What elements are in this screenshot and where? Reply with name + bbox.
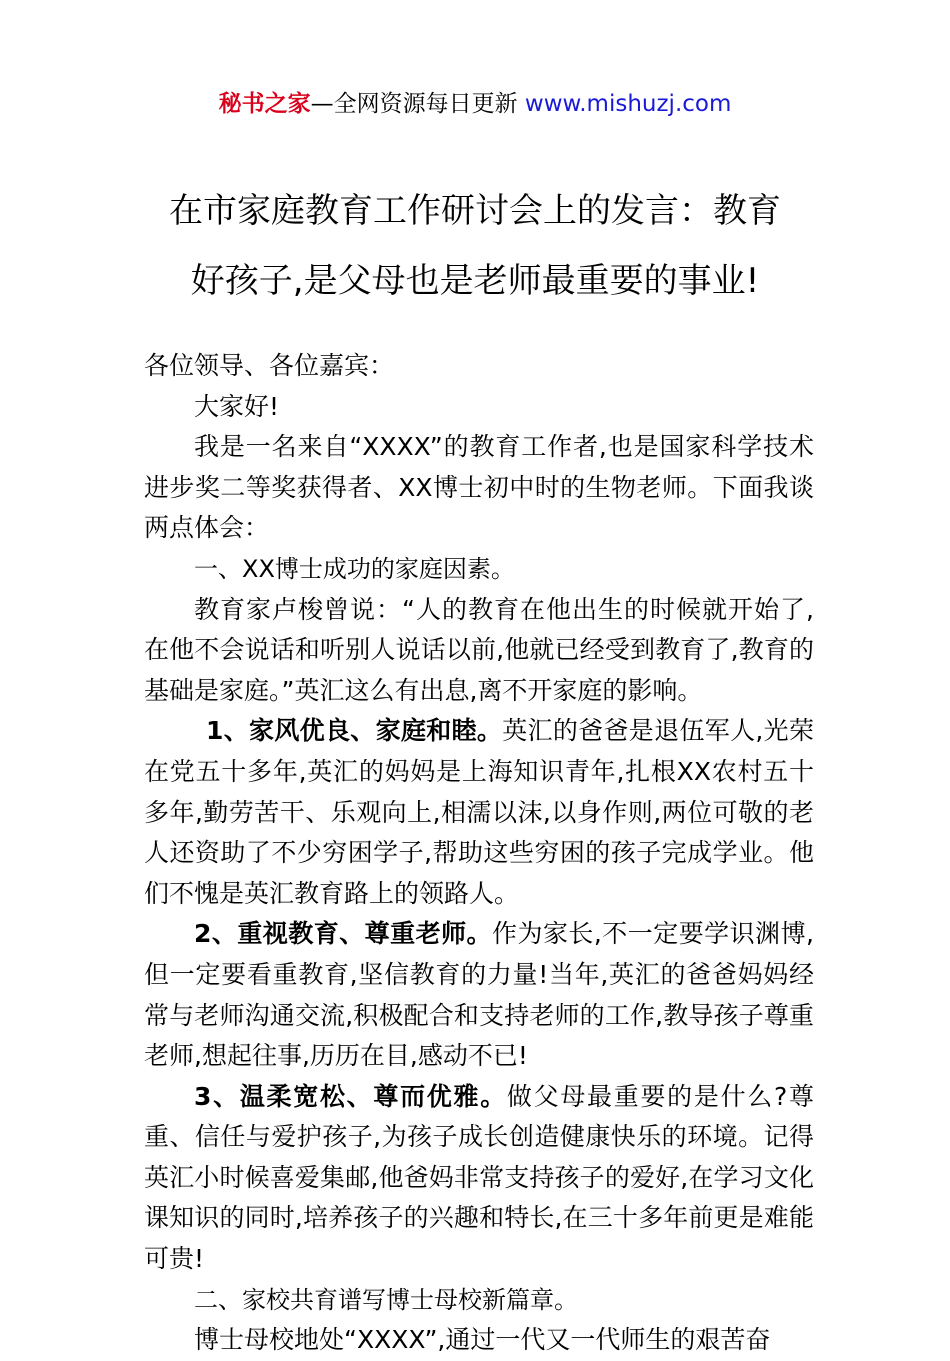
title-line-1: 在市家庭教育工作研讨会上的发言：教育 <box>169 191 781 231</box>
point-2-text: 作为家长,不一定要学识渊博,但一定要看重教育,坚信教育的力量!当年,英汇的爸爸妈妈经常与老师沟通交流,积极配合和支持老师的工作,教导孩子尊重老师,想起往事,历历在目,感动不已! <box>144 919 814 1071</box>
point-3-text: 做父母最重要的是什么?尊重、信任与爱护孩子,为孩子成长创造健康快乐的环境。记得英汇小时候喜爱集邮,他爸妈非常支持孩子的爱好,在学习文化课知识的同时,培养孩子的兴趣和特长,在三十多年前更是难能可贵! <box>144 1081 814 1274</box>
brand-name: 秘书之家 <box>218 91 311 117</box>
point-2-paragraph <box>144 914 814 1076</box>
header-slogan: 全网资源每日更新 <box>333 91 525 117</box>
intro-paragraph: 我是一名来自“XXXX”的教育工作者,也是国家科学技术进步奖二等奖获得者、XX博士初中时的生物老师。下面我谈两点体会： <box>144 432 814 543</box>
point-3-paragraph <box>144 1077 814 1280</box>
point-2-title: 2、重视教育、尊重老师。 <box>194 919 493 949</box>
section-heading-1: 一、XX博士成功的家庭因素。 <box>194 554 515 583</box>
site-url-link[interactable]: www.mishuzj.com <box>524 91 732 117</box>
greeting: 大家好! <box>194 391 280 421</box>
point-1-paragraph <box>144 711 814 914</box>
title-line-2: 好孩子,是父母也是老师最重要的事业! <box>190 261 760 301</box>
document-title <box>120 176 830 316</box>
point-3-title: 3、温柔宽松、尊而优雅。 <box>194 1081 507 1111</box>
quote-paragraph: 教育家卢梭曾说：“人的教育在他出生的时候就开始了,在他不会说话和听别人说话以前,他就已经受到教育了,教育的基础是家庭。”英汇这么有出息,离不开家庭的影响。 <box>144 594 814 705</box>
document-body <box>144 346 814 1361</box>
header-separator: — <box>310 91 334 117</box>
site-header <box>0 86 950 122</box>
salutation: 各位领导、各位嘉宾： <box>144 351 395 380</box>
point-1-title: 1、家风优良、家庭和睦。 <box>206 716 503 746</box>
section-heading-2: 二、家校共育谱写博士母校新篇章。 <box>194 1285 578 1314</box>
point-1-text: 英汇的爸爸是退伍军人,光荣在党五十多年,英汇的妈妈是上海知识青年,扎根XX农村五十多年,勤劳苦干、乐观向上,相濡以沫,以身作则,两位可敬的老人还资助了不少穷困学子,帮助这些穷困的孩子完成学业。他们不愧是英汇教育路上的领路人。 <box>144 716 814 908</box>
closing-paragraph: 博士母校地处“XXXX”,通过一代又一代师生的艰苦奋 <box>194 1325 771 1355</box>
